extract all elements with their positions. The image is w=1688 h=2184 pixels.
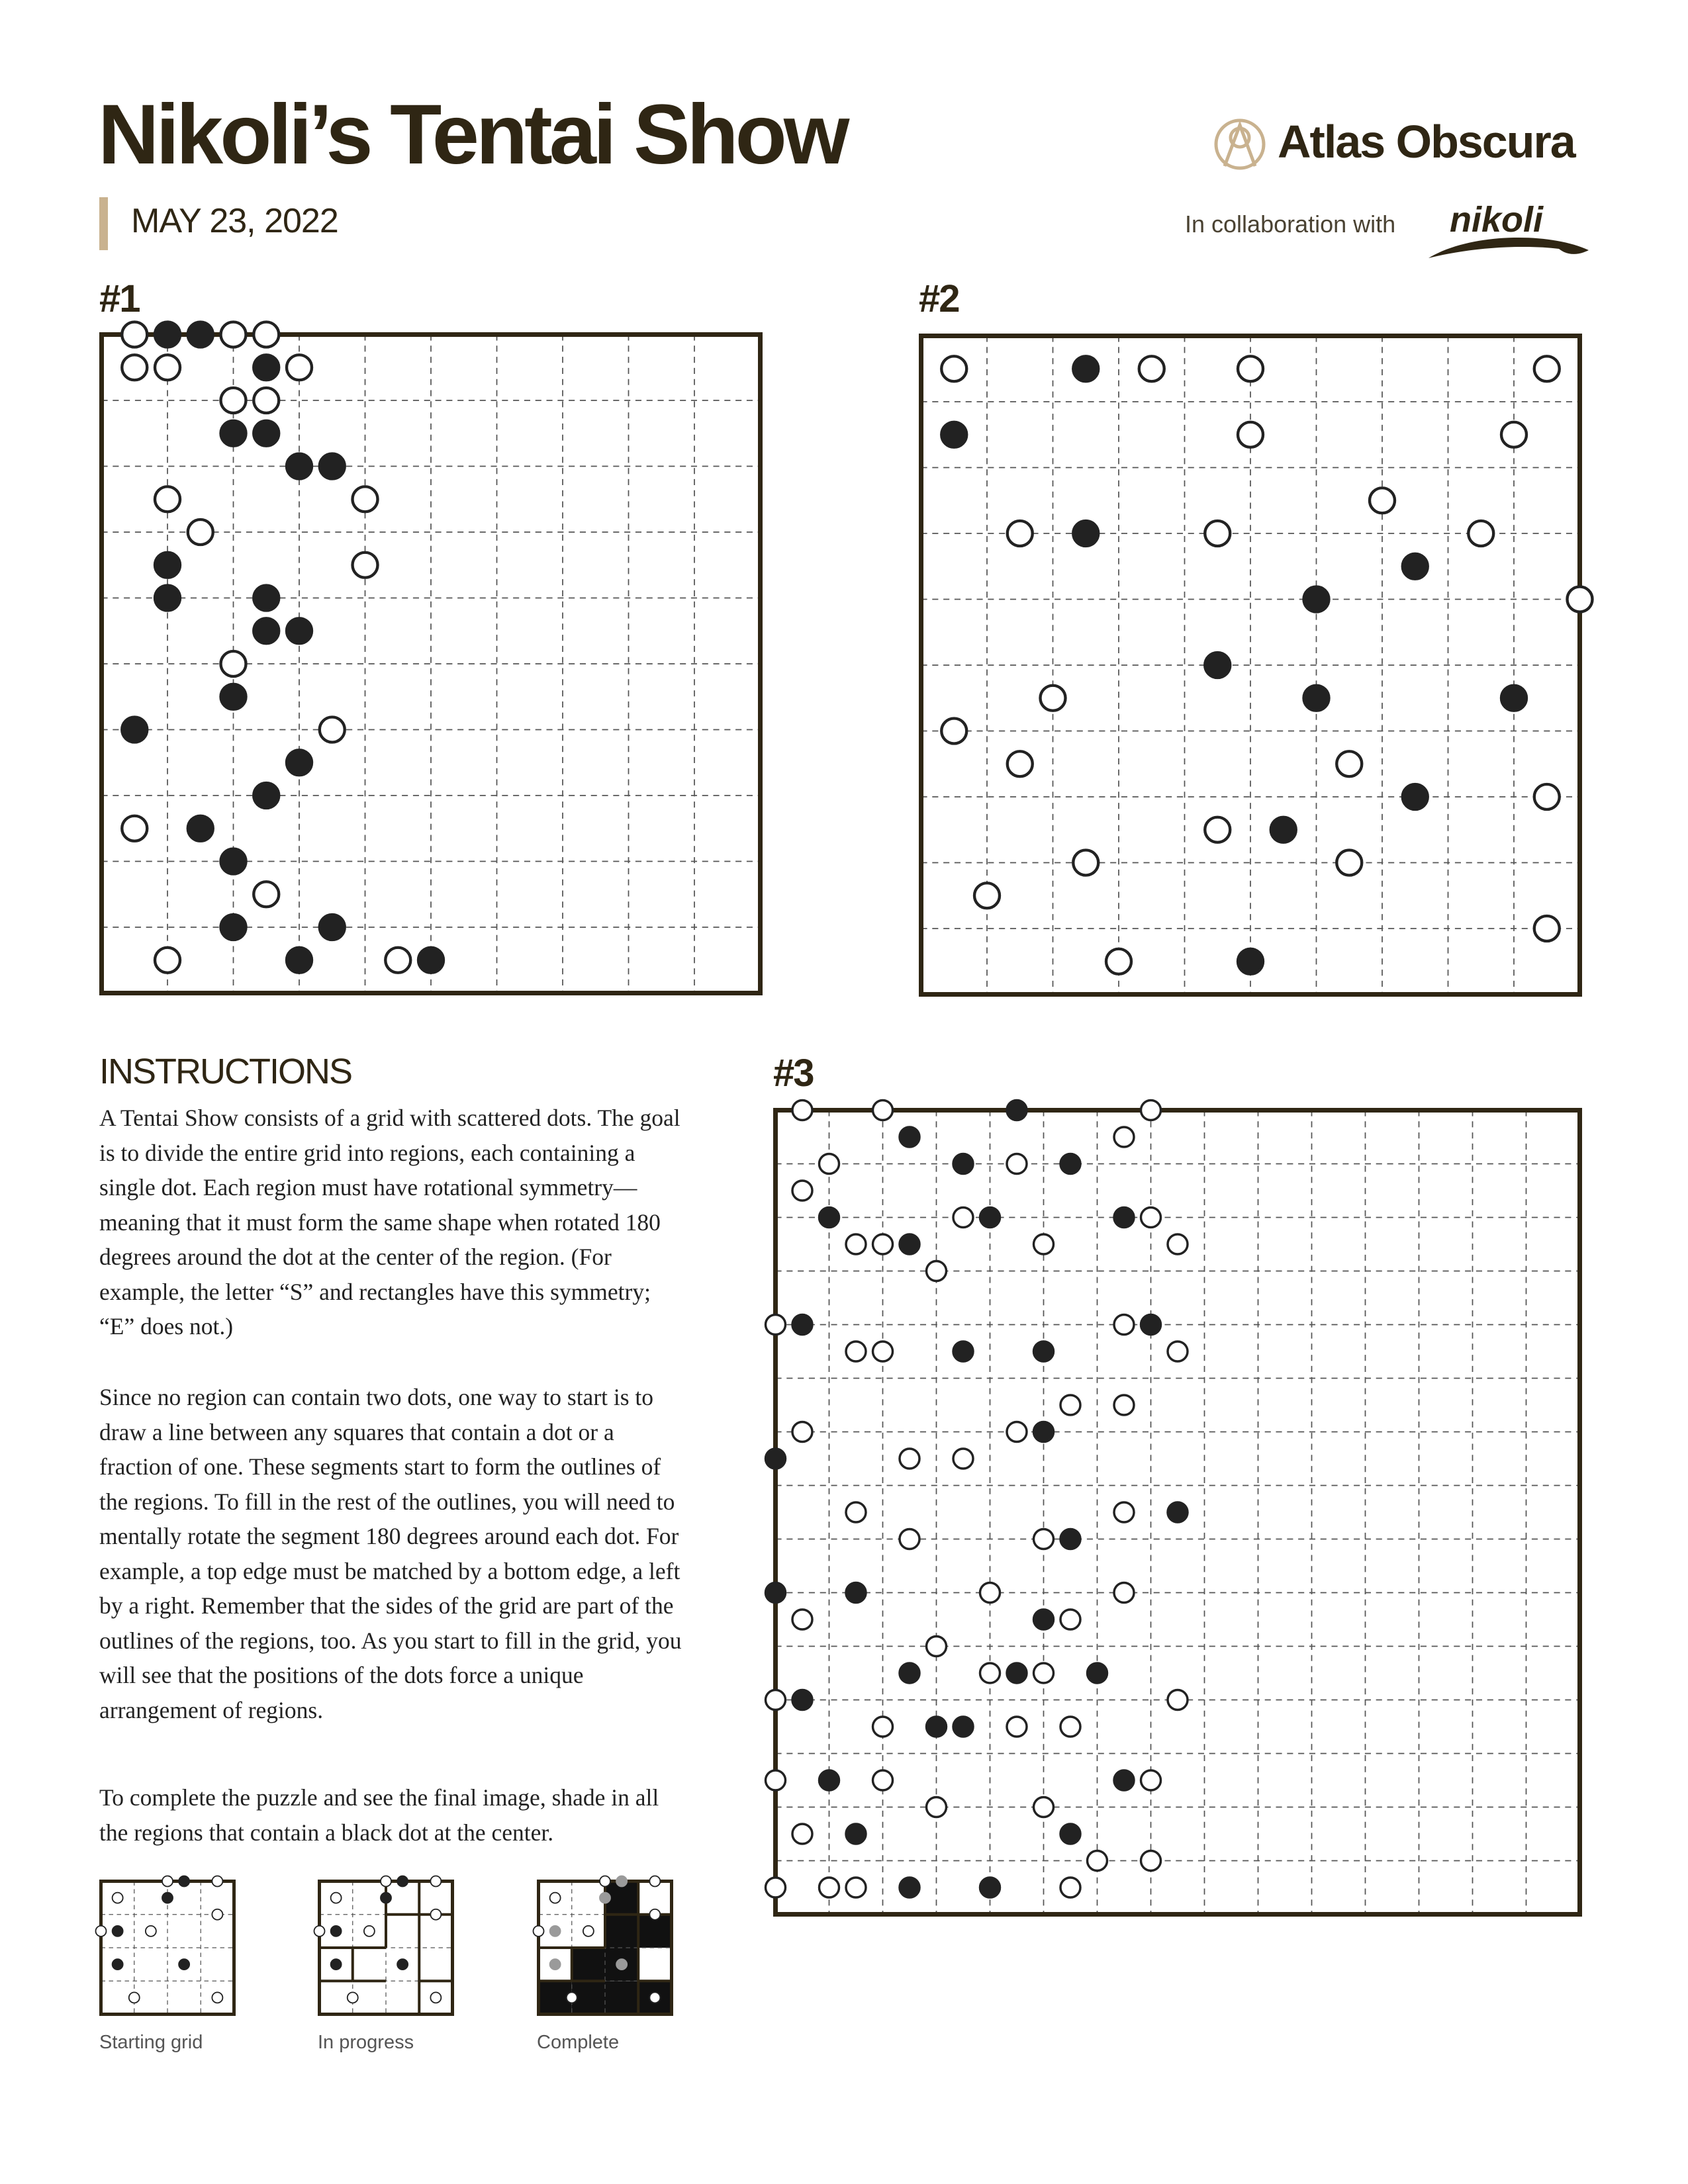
instructions-paragraph-1: A Tentai Show consists of a grid with scattered dots. The goal is to divide the entire grid into regions, each containing a single dot. Each region must have rotational symmetry—meaning that it must form the same shape when rotated 180 degrees around the dot at the center of the region. (For example, the letter “S” and rectangles have this symmetry; “E” does not.) <box>99 1105 680 1340</box>
black-dot <box>1205 653 1230 678</box>
black-dot <box>1088 1663 1107 1683</box>
white-dot <box>155 948 180 973</box>
black-dot <box>846 1824 866 1844</box>
black-dot <box>155 553 180 578</box>
black-dot <box>287 618 312 643</box>
black-dot <box>1403 784 1428 809</box>
black-dot <box>1060 1529 1080 1549</box>
white-dot <box>1501 422 1526 447</box>
black-dot <box>113 1926 123 1936</box>
black-dot <box>162 1893 173 1903</box>
white-dot <box>941 719 966 744</box>
black-dot <box>1034 1342 1054 1361</box>
white-dot <box>583 1926 594 1936</box>
puzzle-grid-3[interactable] <box>773 1108 1582 1917</box>
black-dot <box>188 322 213 347</box>
white-dot <box>221 651 246 676</box>
black-dot <box>1271 817 1296 842</box>
white-dot <box>900 1449 919 1469</box>
nikoli-logo <box>1423 192 1595 271</box>
black-dot <box>397 1876 408 1887</box>
puzzle-label-2: #2 <box>919 277 959 320</box>
white-dot <box>1534 784 1560 809</box>
white-dot <box>1041 686 1066 711</box>
white-dot <box>649 1876 660 1887</box>
black-dot <box>254 618 279 643</box>
white-dot <box>122 322 147 347</box>
black-dot <box>331 1926 342 1936</box>
black-dot <box>287 948 312 973</box>
white-dot <box>792 1824 812 1844</box>
white-dot <box>1034 1529 1054 1549</box>
white-dot <box>567 1992 577 2003</box>
white-dot <box>1060 1395 1080 1415</box>
black-dot <box>1168 1502 1188 1522</box>
white-dot <box>430 1876 441 1887</box>
white-dot <box>1534 916 1560 941</box>
black-dot <box>1034 1610 1054 1629</box>
black-dot <box>254 421 279 446</box>
white-dot <box>287 355 312 380</box>
white-dot <box>1088 1851 1107 1871</box>
white-dot <box>1007 1154 1027 1174</box>
atlas-obscura-logo <box>1210 111 1601 177</box>
black-dot <box>550 1959 561 1970</box>
page-title: Nikoli’s Tentai Show <box>98 87 847 182</box>
black-dot <box>1403 554 1428 579</box>
white-dot <box>1168 1690 1188 1710</box>
caption-in-progress: In progress <box>318 2032 414 2053</box>
white-dot <box>792 1610 812 1629</box>
white-dot <box>550 1893 561 1903</box>
white-dot <box>1060 1717 1080 1737</box>
black-dot <box>1073 521 1098 546</box>
black-dot <box>397 1959 408 1970</box>
black-dot <box>1007 1101 1027 1120</box>
white-dot <box>534 1926 544 1936</box>
white-dot <box>1370 488 1395 513</box>
white-dot <box>122 355 147 380</box>
white-dot <box>364 1926 375 1936</box>
black-dot <box>1060 1824 1080 1844</box>
black-dot <box>900 1234 919 1254</box>
white-dot <box>953 1449 973 1469</box>
black-dot <box>766 1583 786 1603</box>
white-dot <box>900 1529 919 1549</box>
shaded-cell <box>605 1981 638 2014</box>
white-dot <box>980 1663 1000 1683</box>
black-dot <box>1304 686 1329 711</box>
white-dot <box>1060 1878 1080 1897</box>
white-dot <box>331 1893 342 1903</box>
black-dot <box>287 750 312 775</box>
white-dot <box>1114 1395 1134 1415</box>
white-dot <box>385 948 410 973</box>
white-dot <box>766 1878 786 1897</box>
caption-starting-grid: Starting grid <box>99 2032 203 2053</box>
white-dot <box>155 486 180 512</box>
white-dot <box>320 717 345 743</box>
black-dot <box>766 1449 786 1469</box>
white-dot <box>1060 1610 1080 1629</box>
white-dot <box>1073 850 1098 876</box>
white-dot <box>1034 1663 1054 1683</box>
white-dot <box>820 1154 839 1174</box>
instructions-paragraph-3: To complete the puzzle and see the final image, shade in all the regions that contain a black dot at the center. <box>99 1784 659 1846</box>
black-dot <box>1073 356 1098 381</box>
white-dot <box>162 1876 173 1887</box>
black-dot <box>179 1959 189 1970</box>
brand-name: Atlas Obscura <box>1278 116 1575 167</box>
white-dot <box>122 816 147 841</box>
white-dot <box>1008 751 1033 776</box>
black-dot <box>980 1878 1000 1897</box>
white-dot <box>381 1876 391 1887</box>
white-dot <box>927 1637 947 1657</box>
black-dot <box>381 1893 391 1903</box>
white-dot <box>1114 1127 1134 1147</box>
white-dot <box>113 1893 123 1903</box>
black-dot <box>980 1208 1000 1228</box>
puzzle-grid-1[interactable] <box>99 332 763 995</box>
white-dot <box>766 1315 786 1335</box>
white-dot <box>155 355 180 380</box>
black-dot <box>1141 1315 1161 1335</box>
black-dot <box>953 1342 973 1361</box>
white-dot <box>353 553 378 578</box>
black-dot <box>600 1893 610 1903</box>
white-dot <box>1336 751 1362 776</box>
black-dot <box>900 1663 919 1683</box>
black-dot <box>331 1959 342 1970</box>
black-dot <box>820 1208 839 1228</box>
white-dot <box>221 322 246 347</box>
white-dot <box>873 1234 893 1254</box>
white-dot <box>221 388 246 413</box>
black-dot <box>254 586 279 611</box>
white-dot <box>353 486 378 512</box>
black-dot <box>1114 1208 1134 1228</box>
black-dot <box>221 421 246 446</box>
white-dot <box>1205 521 1230 546</box>
black-dot <box>320 915 345 940</box>
white-dot <box>1034 1797 1054 1817</box>
white-dot <box>348 1992 358 2003</box>
black-dot <box>188 816 213 841</box>
white-dot <box>792 1422 812 1442</box>
puzzle-label-1: #1 <box>99 277 140 320</box>
white-dot <box>1114 1583 1134 1603</box>
white-dot <box>649 1909 660 1920</box>
white-dot <box>927 1797 947 1817</box>
white-dot <box>1106 949 1131 974</box>
white-dot <box>430 1909 441 1920</box>
black-dot <box>287 454 312 479</box>
white-dot <box>1238 422 1263 447</box>
white-dot <box>846 1234 866 1254</box>
white-dot <box>953 1208 973 1228</box>
white-dot <box>129 1992 140 2003</box>
white-dot <box>254 388 279 413</box>
black-dot <box>953 1154 973 1174</box>
black-dot <box>846 1583 866 1603</box>
black-dot <box>941 422 966 447</box>
white-dot <box>873 1770 893 1790</box>
example-complete-grid <box>537 1880 673 2016</box>
white-dot <box>649 1992 660 2003</box>
white-dot <box>1139 356 1164 381</box>
white-dot <box>1568 587 1593 612</box>
black-dot <box>1501 686 1526 711</box>
puzzle-date: MAY 23, 2022 <box>131 202 338 240</box>
black-dot <box>1007 1663 1027 1683</box>
collaboration-text: In collaboration with <box>1185 210 1396 238</box>
white-dot <box>1141 1208 1161 1228</box>
black-dot <box>179 1876 189 1887</box>
white-dot <box>941 356 966 381</box>
white-dot <box>212 1876 222 1887</box>
black-dot <box>953 1717 973 1737</box>
black-dot <box>221 684 246 709</box>
white-dot <box>1168 1234 1188 1254</box>
white-dot <box>980 1583 1000 1603</box>
white-dot <box>846 1502 866 1522</box>
black-dot <box>792 1315 812 1335</box>
black-dot <box>1238 949 1263 974</box>
white-dot <box>212 1909 222 1920</box>
caption-complete: Complete <box>537 2032 620 2053</box>
shaded-cell <box>572 1948 605 1981</box>
white-dot <box>600 1876 610 1887</box>
white-dot <box>1114 1502 1134 1522</box>
black-dot <box>113 1959 123 1970</box>
black-dot <box>155 586 180 611</box>
white-dot <box>1336 850 1362 876</box>
white-dot <box>1238 356 1263 381</box>
black-dot <box>1304 587 1329 612</box>
black-dot <box>1114 1770 1134 1790</box>
white-dot <box>254 322 279 347</box>
white-dot <box>254 882 279 907</box>
white-dot <box>766 1770 786 1790</box>
white-dot <box>314 1926 325 1936</box>
puzzle-label-3: #3 <box>773 1052 814 1095</box>
shaded-cell <box>605 1915 638 1948</box>
black-dot <box>550 1926 561 1936</box>
black-dot <box>254 355 279 380</box>
white-dot <box>846 1342 866 1361</box>
white-dot <box>1141 1851 1161 1871</box>
instructions-paragraph-2: Since no region can contain two dots, one way to start is to draw a line between any squares that contain a dot or a fraction of one. These segments start to form the outlines of the regions. To fill in the rest of the outlines, you will need to mentally rotate the segment 180 degrees around each dot. For example, a top edge must be matched by a bottom edge, a left by a right. Remember that the sides of the grid are part of the outlines of the regions, too. As you start to fill in the grid, you will see that the positions of the dots force a unique arrangement of regions. <box>99 1384 682 1723</box>
nikoli-wordmark: nikoli <box>1450 200 1544 240</box>
white-dot <box>1141 1101 1161 1120</box>
puzzle-grid-2[interactable] <box>919 334 1582 997</box>
black-dot <box>221 849 246 874</box>
white-dot <box>873 1342 893 1361</box>
white-dot <box>766 1690 786 1710</box>
atlas-obscura-emblem-icon <box>1210 114 1270 174</box>
white-dot <box>1205 817 1230 842</box>
white-dot <box>1534 356 1560 381</box>
white-dot <box>792 1101 812 1120</box>
black-dot <box>1060 1154 1080 1174</box>
white-dot <box>1168 1342 1188 1361</box>
black-dot <box>792 1690 812 1710</box>
white-dot <box>927 1261 947 1281</box>
white-dot <box>846 1878 866 1897</box>
white-dot <box>1007 1717 1027 1737</box>
black-dot <box>616 1959 627 1970</box>
example-starting-grid <box>99 1880 236 2016</box>
white-dot <box>873 1101 893 1120</box>
black-dot <box>155 322 180 347</box>
white-dot <box>188 520 213 545</box>
black-dot <box>122 717 147 743</box>
white-dot <box>974 883 1000 908</box>
black-dot <box>254 783 279 808</box>
white-dot <box>212 1992 222 2003</box>
black-dot <box>820 1770 839 1790</box>
white-dot <box>820 1878 839 1897</box>
black-dot <box>900 1127 919 1147</box>
black-dot <box>616 1876 627 1887</box>
white-dot <box>96 1926 107 1936</box>
instructions-heading: INSTRUCTIONS <box>99 1052 352 1091</box>
white-dot <box>1007 1422 1027 1442</box>
white-dot <box>146 1926 156 1936</box>
date-accent-bar <box>99 197 108 250</box>
white-dot <box>792 1181 812 1201</box>
white-dot <box>1034 1234 1054 1254</box>
white-dot <box>1468 521 1493 546</box>
white-dot <box>1141 1770 1161 1790</box>
white-dot <box>1114 1315 1134 1335</box>
black-dot <box>221 915 246 940</box>
white-dot <box>873 1717 893 1737</box>
black-dot <box>418 948 444 973</box>
black-dot <box>320 454 345 479</box>
black-dot <box>927 1717 947 1737</box>
white-dot <box>1008 521 1033 546</box>
black-dot <box>900 1878 919 1897</box>
white-dot <box>430 1992 441 2003</box>
black-dot <box>1034 1422 1054 1442</box>
example-in-progress-grid <box>318 1880 454 2016</box>
